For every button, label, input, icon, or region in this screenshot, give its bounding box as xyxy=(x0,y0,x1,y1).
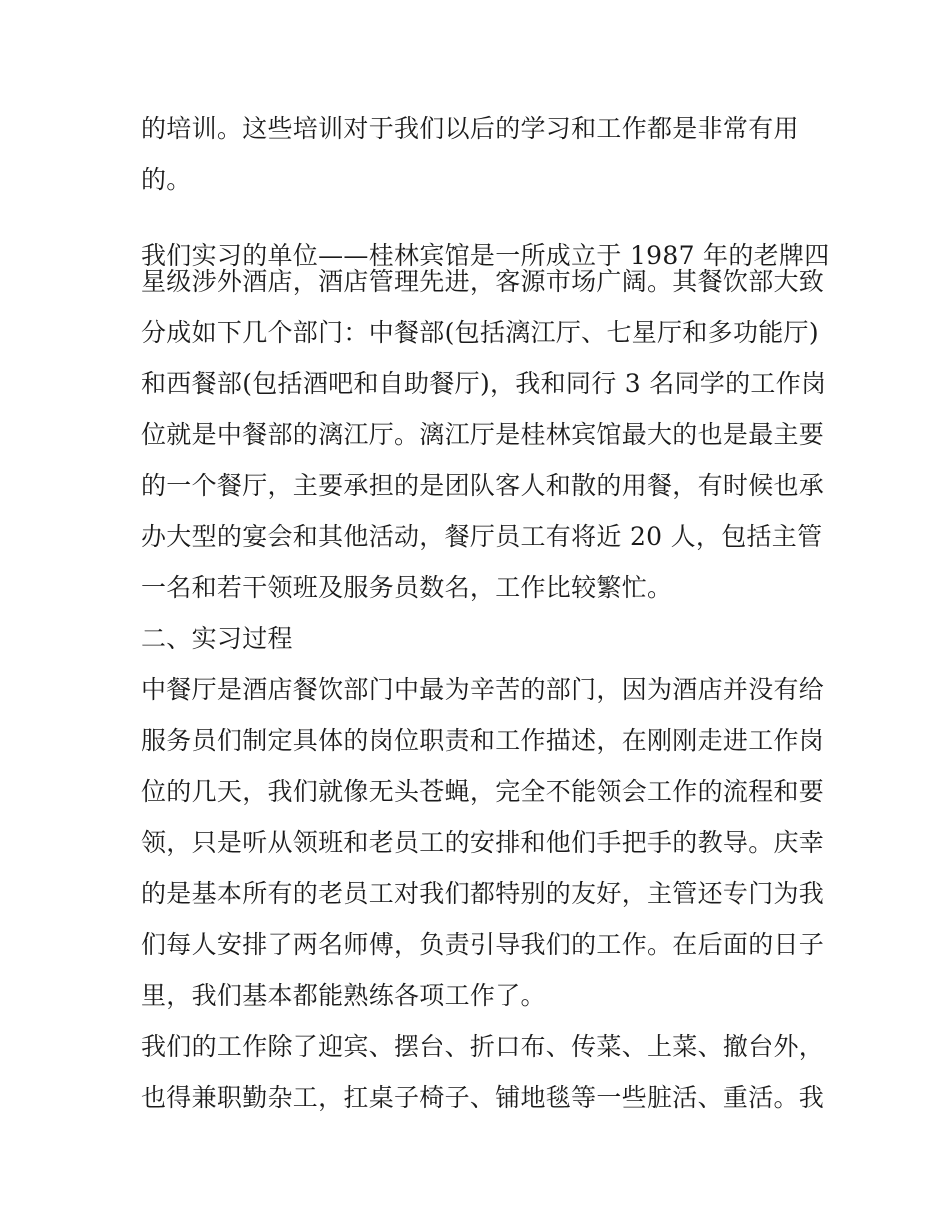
text-line: 办大型的宴会和其他活动，餐厅员工有将近 20 人，包括主管 xyxy=(141,522,823,551)
text-line: 分成如下几个部门：中餐部(包括漓江厅、七星厅和多功能厅) xyxy=(141,318,819,347)
text-line: 中餐厅是酒店餐饮部门中最为辛苦的部门，因为酒店并没有给 xyxy=(141,675,825,704)
section-heading: 二、实习过程 xyxy=(141,624,293,653)
text-line: 的是基本所有的老员工对我们都特别的友好，主管还专门为我 xyxy=(141,879,825,908)
text-line: 也得兼职勤杂工，扛桌子椅子、铺地毯等一些脏活、重活。我 xyxy=(141,1083,825,1112)
text-line: 领，只是听从领班和老员工的安排和他们手把手的教导。庆幸 xyxy=(141,828,825,857)
text-line: 的一个餐厅，主要承担的是团队客人和散的用餐，有时候也承 xyxy=(141,471,825,500)
text-line: 和西餐部(包括酒吧和自助餐厅)，我和同行 3 名同学的工作岗 xyxy=(141,369,827,398)
text-line: 们每人安排了两名师傅，负责引导我们的工作。在后面的日子 xyxy=(141,930,825,959)
text-line: 服务员们制定具体的岗位职责和工作描述，在刚刚走进工作岗 xyxy=(141,726,825,755)
text-line: 我们的工作除了迎宾、摆台、折口布、传菜、上菜、撤台外， xyxy=(141,1032,825,1061)
text-line: 的培训。这些培训对于我们以后的学习和工作都是非常有用 xyxy=(141,114,799,143)
text-line: 里，我们基本都能熟练各项工作了。 xyxy=(141,981,546,1010)
text-line: 星级涉外酒店，酒店管理先进，客源市场广阔。其餐饮部大致 xyxy=(141,267,825,296)
text-line: 位就是中餐部的漓江厅。漓江厅是桂林宾馆最大的也是最主要 xyxy=(141,420,825,449)
text-line: 我们实习的单位——桂林宾馆是一所成立于 1987 年的老牌四 xyxy=(141,241,830,270)
text-line: 一名和若干领班及服务员数名，工作比较繁忙。 xyxy=(141,573,673,602)
text-line: 位的几天，我们就像无头苍蝇，完全不能领会工作的流程和要 xyxy=(141,777,825,806)
text-line: 的。 xyxy=(141,165,192,194)
